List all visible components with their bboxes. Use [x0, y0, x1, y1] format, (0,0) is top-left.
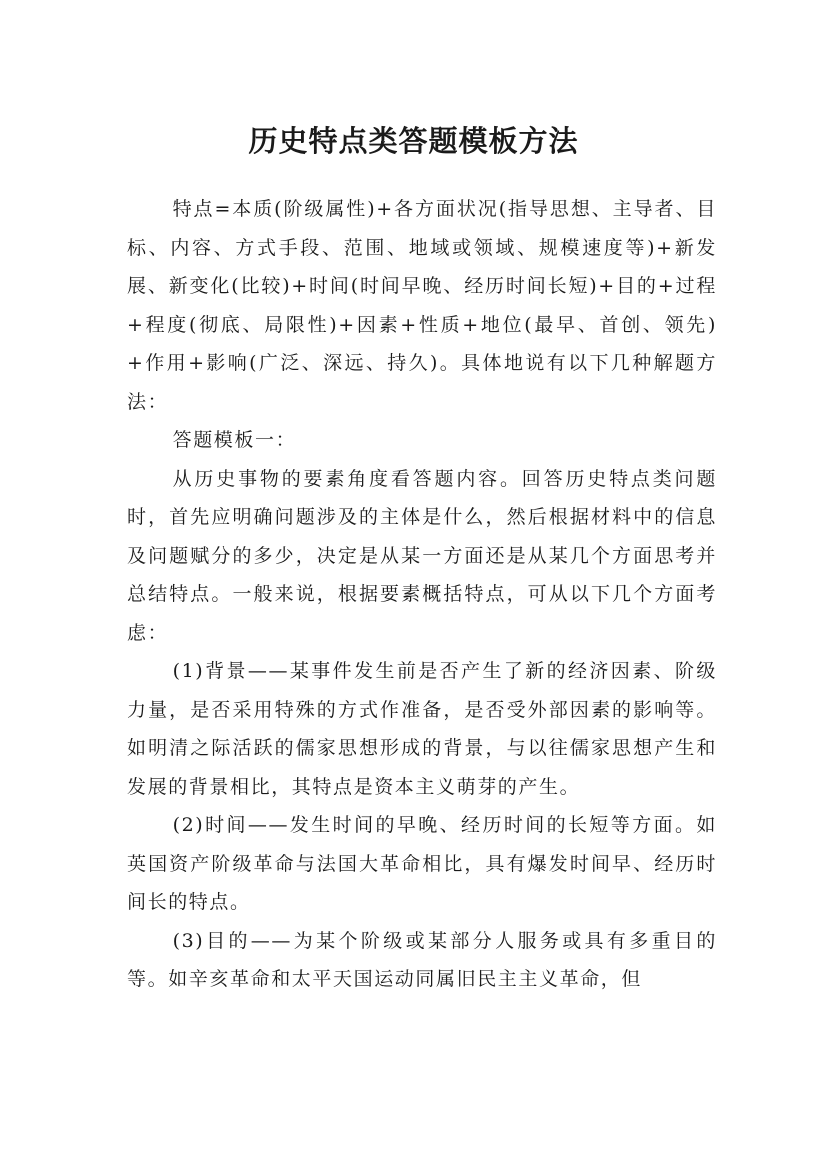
paragraph-template-intro: 从历史事物的要素角度看答题内容。回答历史特点类问题时，首先应明确问题涉及的主体是什么，然后根据材料中的信息及问题赋分的多少，决定是从某一方面还是从某几个方面思考并总结特点。一般来说，根据要素概括特点，可从以下几个方面考虑： [127, 467, 717, 644]
paragraph-definition: 特点=本质(阶级属性)+各方面状况(指导思想、主导者、目标、内容、方式手段、范围、地域或领域、规模速度等)+新发展、新变化(比较)+时间(时间早晚、经历时间长短)+目的+过程+程度(彻底、局限性)+因素+性质+地位(最早、首创、领先)+作用+影响(广泛、深远、持久)。具体地说有以下几种解题方法： [127, 198, 717, 413]
paragraph-template-heading: 答题模板一： [172, 429, 297, 451]
paragraph-purpose: (3)目的——为某个阶级或某部分人服务或具有多重目的等。如辛亥革命和太平天国运动同属旧民主主义革命，但 [127, 929, 717, 990]
paragraph-background: (1)背景——某事件发生前是否产生了新的经济因素、阶级力量，是否采用特殊的方式作准备，是否受外部因素的影响等。如明清之际活跃的儒家思想形成的背景，与以往儒家思想产生和发展的背景相比，其特点是资本主义萌芽的产生。 [127, 660, 717, 798]
paragraph-time: (2)时间——发生时间的早晚、经历时间的长短等方面。如英国资产阶级革命与法国大革命相比，具有爆发时间早、经历时间长的特点。 [127, 814, 717, 913]
document-title: 历史特点类答题模板方法 [248, 124, 579, 159]
document-body [127, 190, 717, 999]
